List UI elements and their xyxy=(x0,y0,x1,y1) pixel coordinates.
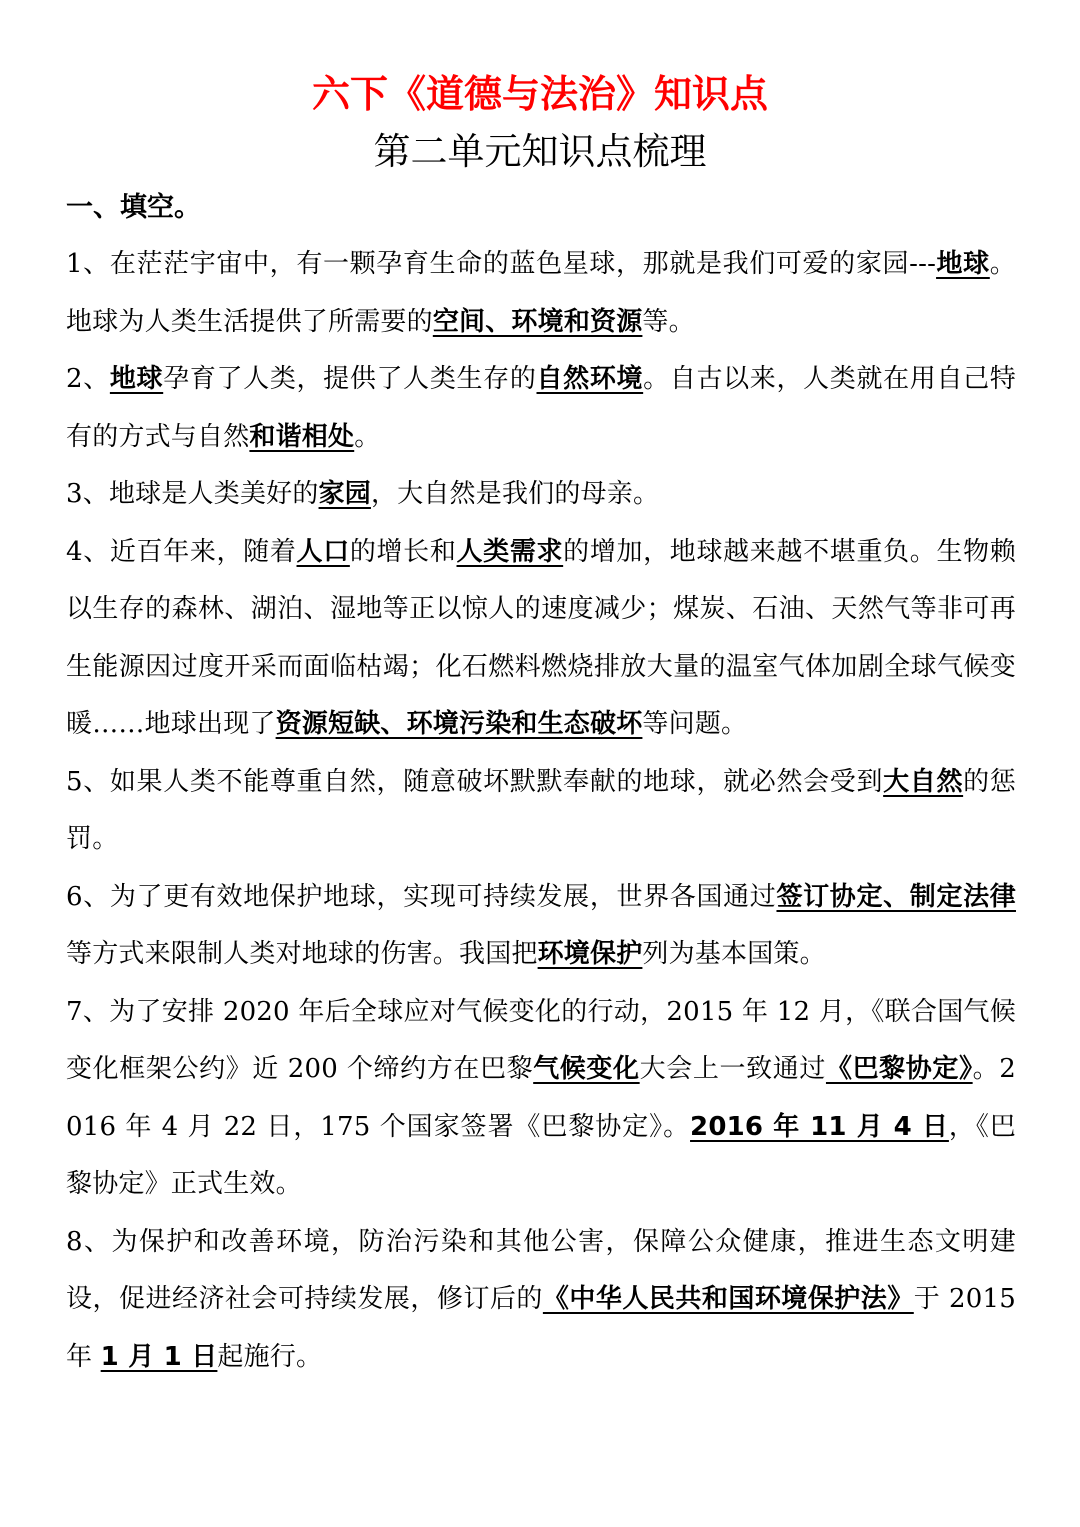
list-item xyxy=(66,984,1016,1214)
answer-keyword: 气候变化 xyxy=(533,1054,640,1084)
item-text: 5、如果人类不能尊重自然，随意破坏默默奉献的地球，就必然会受到 xyxy=(66,766,884,797)
item-text: 8、为保护和改善环境，防治污染和其他公害，保障公众健康，推进生态文明建设，促进经济社会可持续发展，修订后的 xyxy=(66,1226,1016,1314)
item-text: 4、近百年来，随着 xyxy=(66,536,297,567)
item-text: 。自古以来，人类就在用自己特有的方式与自然 xyxy=(66,364,1016,452)
section-heading: 一、填空。 xyxy=(66,192,201,223)
item-text: 的惩罚。 xyxy=(66,766,1016,854)
item-text: 大会上一致通过 xyxy=(639,1054,826,1084)
answer-keyword: 人口 xyxy=(296,536,350,567)
item-text: 2、 xyxy=(66,364,110,394)
item-text: 。 xyxy=(354,421,381,452)
item-text: 3、地球是人类美好的 xyxy=(66,479,319,509)
answer-keyword: 地球 xyxy=(109,364,164,394)
answer-keyword: 《中华人民共和国环境保护法》 xyxy=(542,1284,914,1314)
fill-in-items xyxy=(66,236,1016,1386)
answer-keyword: 空间、环境和资源 xyxy=(432,306,643,337)
item-text: 。地球为人类生活提供了所需要的 xyxy=(66,249,1016,337)
item-text: ，大自然是我们的母亲。 xyxy=(370,479,660,509)
answer-keyword: 家园 xyxy=(318,479,371,509)
item-text: 等方式来限制人类对地球的伤害。我国把 xyxy=(66,939,538,969)
item-text: 于 2015 年 xyxy=(66,1284,1016,1372)
list-item xyxy=(66,351,1016,466)
item-text: 6、为了更有效地保护地球，实现可持续发展，世界各国通过 xyxy=(66,881,777,912)
answer-keyword: 大自然 xyxy=(883,766,964,797)
answer-keyword: 签订协定、制定法律 xyxy=(776,881,1016,912)
answer-keyword: 环境保护 xyxy=(537,939,643,969)
item-text: ，《巴黎协定》正式生效。 xyxy=(66,1111,1016,1199)
answer-keyword: 资源短缺、环境污染和生态破坏 xyxy=(275,709,643,739)
answer-keyword: 1 月 1 日 xyxy=(100,1341,218,1372)
answer-keyword: 《巴黎协定》 xyxy=(825,1054,973,1084)
item-text: 。2016 年 4 月 22 日，175 个国家签署《巴黎协定》。 xyxy=(66,1054,1016,1142)
list-item xyxy=(66,236,1016,351)
page-subtitle: 第二单元知识点梳理 xyxy=(373,130,707,173)
item-text: 1、在茫茫宇宙中，有一颗孕育生命的蓝色星球，那就是我们可爱的家园--- xyxy=(66,249,937,279)
list-item xyxy=(66,524,1016,754)
answer-keyword: 人类需求 xyxy=(456,536,564,567)
answer-keyword: 2016 年 11 月 4 日 xyxy=(690,1111,949,1142)
list-item xyxy=(66,869,1016,984)
item-text: 等。 xyxy=(642,306,695,337)
item-text: 起施行。 xyxy=(217,1341,323,1372)
list-item xyxy=(66,754,1016,869)
item-text: 的增长和 xyxy=(349,536,457,567)
page-title: 六下《道德与法治》知识点 xyxy=(311,72,768,116)
item-text: 的增加，地球越来越不堪重负。生物赖以生存的森林、湖泊、湿地等正以惊人的速度减少；煤炭、石油、天然气等非可再生能源因过度开采而面临枯竭；化石燃料燃烧排放大量的温室气体加剧全球气候变暖……地球出现了 xyxy=(66,536,1016,739)
answer-keyword: 自然环境 xyxy=(536,364,644,394)
list-item xyxy=(66,466,1016,524)
list-item xyxy=(66,1214,1016,1387)
answer-keyword: 地球 xyxy=(936,249,990,279)
answer-keyword: 和谐相处 xyxy=(249,421,355,452)
item-text: 孕育了人类，提供了人类生存的 xyxy=(163,364,537,394)
item-text: 7、为了安排 2020 年后全球应对气候变化的行动，2015 年 12 月，《联合国气候变化框架公约》近 200 个缔约方在巴黎 xyxy=(66,996,1016,1084)
item-text: 列为基本国策。 xyxy=(642,939,826,969)
item-text: 等问题。 xyxy=(642,709,748,739)
